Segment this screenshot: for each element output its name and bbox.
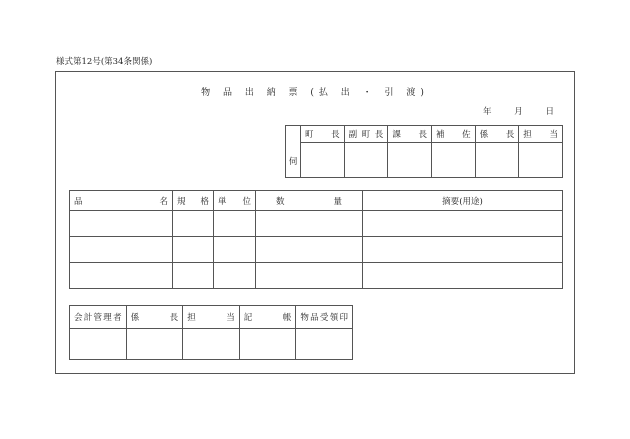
cell-unit[interactable] [214,211,256,237]
header-spec: 規格 [173,191,214,211]
cell-spec[interactable] [173,263,214,289]
date-year-label: 年 [483,107,492,117]
date-day-label: 日 [545,107,554,117]
approval-col-chocho: 町長 [301,126,345,143]
table-row [70,237,563,263]
header-unit: 単位 [214,191,256,211]
page-title: 物 品 出 納 票 (払 出 ・ 引 渡) [201,88,429,98]
sig-seal-kaikei[interactable] [70,329,127,360]
goods-table [69,190,563,289]
approval-side-label: 伺 [286,126,301,178]
approval-seal-chocho[interactable] [301,143,345,178]
approval-col-tanto: 担当 [519,126,563,143]
approval-seal-fukuchocho[interactable] [344,143,388,178]
date-month-label: 月 [514,107,523,117]
cell-remarks[interactable] [363,263,563,289]
cell-quantity[interactable] [256,211,363,237]
cell-remarks[interactable] [363,211,563,237]
approval-seal-kakaricho[interactable] [475,143,519,178]
sig-header-kicho: 記帳 [239,306,296,329]
approval-table [285,125,563,178]
cell-item-name[interactable] [70,211,173,237]
sig-header-kaikei: 会計管理者 [70,306,127,329]
approval-col-hosa: 補佐 [431,126,475,143]
date-line [483,105,554,117]
cell-unit[interactable] [214,263,256,289]
sig-header-tanto: 担当 [183,306,240,329]
header-remarks [363,191,563,211]
cell-remarks[interactable] [363,237,563,263]
sig-seal-kicho[interactable] [239,329,296,360]
header-remarks-label: 摘要 [442,196,460,207]
table-row [70,263,563,289]
cell-item-name[interactable] [70,263,173,289]
sig-seal-juryoin[interactable] [296,329,353,360]
cell-quantity[interactable] [256,237,363,263]
form-label: 様式第12号(第34条関係) [56,57,153,67]
sig-header-kakaricho: 係長 [126,306,183,329]
cell-quantity[interactable] [256,263,363,289]
cell-spec[interactable] [173,211,214,237]
approval-col-fukuchocho: 副町長 [344,126,388,143]
approval-seal-hosa[interactable] [431,143,475,178]
sig-seal-kakaricho[interactable] [126,329,183,360]
approval-col-kacho: 課長 [388,126,432,143]
table-row [70,211,563,237]
cell-unit[interactable] [214,237,256,263]
header-remarks-suffix: (用途) [459,196,483,207]
cell-item-name[interactable] [70,237,173,263]
approval-seal-tanto[interactable] [519,143,563,178]
cell-spec[interactable] [173,237,214,263]
form-frame [55,71,575,374]
header-quantity: 数量 [256,191,363,211]
sig-header-juryoin: 物品受領印 [296,306,353,329]
approval-col-kakaricho: 係長 [475,126,519,143]
header-item-name: 品名 [70,191,173,211]
approval-seal-kacho[interactable] [388,143,432,178]
sig-seal-tanto[interactable] [183,329,240,360]
signature-table [69,305,353,360]
